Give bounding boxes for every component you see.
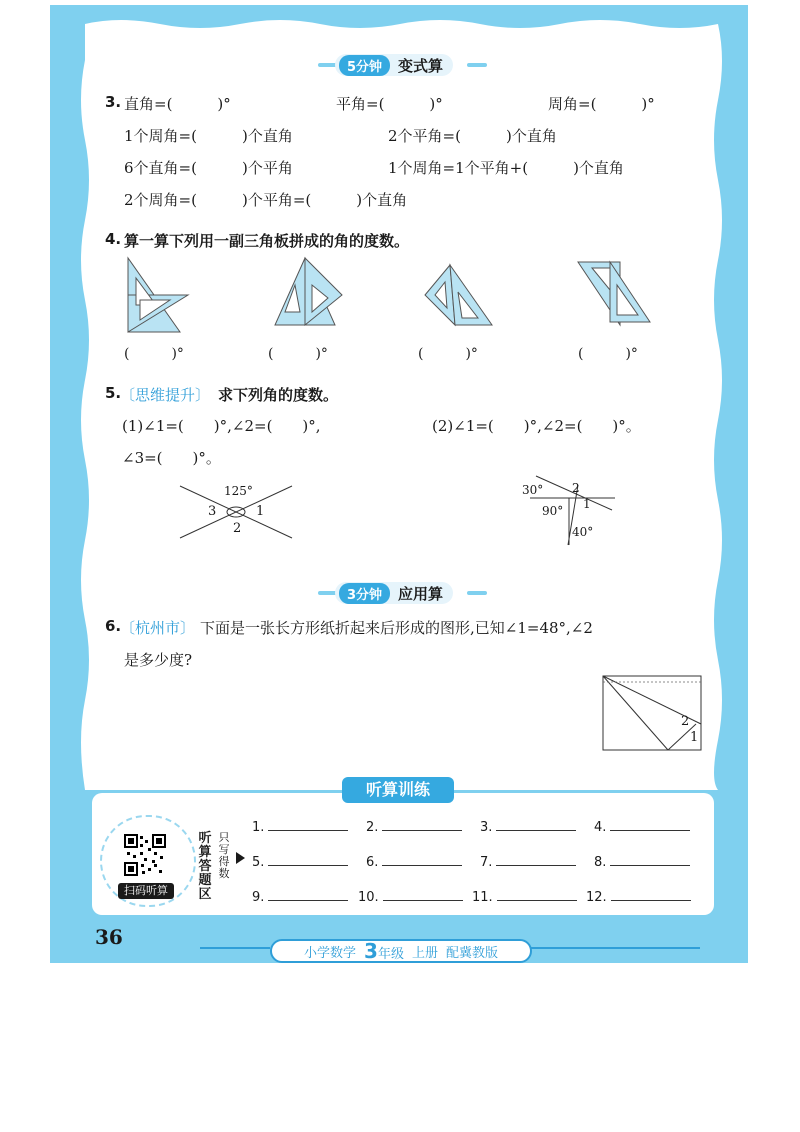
q5-fig1-label-1: 1: [256, 504, 265, 519]
slot-number: 12.: [586, 890, 607, 905]
slot-number: 5.: [252, 855, 265, 870]
footer-grade: 3: [364, 939, 378, 963]
footer-grade-suffix: 年级: [377, 947, 404, 962]
q4-figures: [100, 250, 680, 340]
q6-text-1: 下面是一张长方形纸折起来后形成的图形,已知∠1=48°,∠2: [200, 619, 593, 637]
answer-slot-12[interactable]: [586, 888, 691, 905]
q3-r1-a: 直角=( )°: [124, 95, 231, 113]
q5-line2: ∠3=( )°。: [122, 449, 221, 467]
answer-area-label: 听算答题区: [198, 831, 212, 902]
footer-subject: 小学数学: [304, 945, 357, 961]
q5-line1a: (1)∠1=( )°,∠2=( )°,: [122, 417, 321, 435]
answer-slot-3[interactable]: [480, 818, 576, 835]
q5-fig1-label-2: 2: [233, 521, 242, 536]
section-1-minutes: 5分钟: [339, 55, 390, 76]
footer-volume: 上册: [411, 945, 438, 961]
q5-fig2-label-30: 30°: [522, 483, 544, 497]
q5-title: 求下列角的度数。: [218, 386, 339, 404]
q5-fig2-label-1: 1: [583, 497, 591, 511]
slot-number: 6.: [366, 855, 379, 870]
slot-number: 10.: [358, 890, 379, 905]
q3-r3-a: 6个直角=( )个平角: [124, 159, 293, 177]
answer-area-note: 只写得数: [218, 831, 230, 880]
answer-slot-1[interactable]: [252, 818, 348, 835]
answer-slot-2[interactable]: [366, 818, 462, 835]
listening-title: 听算训练: [342, 777, 454, 803]
slot-number: 1.: [252, 820, 265, 835]
q3-r4: 2个周角=( )个平角=( )个直角: [124, 191, 408, 209]
section-2-name: 应用算: [398, 584, 444, 603]
set-square-figure-3: [425, 265, 492, 325]
section-2-minutes: 3分钟: [339, 583, 390, 604]
q6-label-1: 1: [690, 730, 699, 745]
q3-r2-a: 1个周角=( )个直角: [124, 127, 293, 145]
q5-number: 5.: [105, 384, 122, 402]
answer-slot-7[interactable]: [480, 853, 576, 870]
answer-slot-11[interactable]: [472, 888, 577, 905]
slot-number: 4.: [594, 820, 607, 835]
q4-title: 算一算下列用一副三角板拼成的角的度数。: [124, 232, 410, 250]
section-2-bar-right: [467, 591, 487, 595]
q5-fig2-label-40: 40°: [572, 525, 594, 539]
q5-fig1-label-3: 3: [208, 504, 217, 519]
q3-r1-b: 平角=( )°: [336, 95, 443, 113]
section-1-name: 变式算: [398, 56, 444, 75]
q3-number: 3.: [105, 93, 122, 111]
slot-number: 7.: [480, 855, 493, 870]
q5-line1b: (2)∠1=( )°,∠2=( )°。: [432, 417, 641, 435]
slot-number: 9.: [252, 890, 265, 905]
slot-number: 2.: [366, 820, 379, 835]
q5-figure-2: [520, 470, 620, 550]
q5-fig2-label-90: 90°: [542, 504, 564, 518]
answer-slot-8[interactable]: [594, 853, 690, 870]
qr-label: 扫码听算: [118, 883, 174, 899]
footer-book-info: [270, 939, 532, 963]
q6-label-2: 2: [681, 714, 690, 729]
q4-answer-2: ( )°: [268, 346, 328, 362]
q5-fig1-label-125: 125°: [224, 484, 253, 498]
q5-fig2-label-2: 2: [572, 481, 580, 495]
footer-edition: 配冀教版: [445, 945, 498, 961]
q6-number: 6.: [105, 617, 122, 635]
set-square-figure-1: [128, 258, 188, 332]
section-header-1: [335, 54, 453, 76]
section-bar-right: [467, 63, 487, 67]
answer-slot-6[interactable]: [366, 853, 462, 870]
q6-tag: 〔杭州市〕: [120, 619, 196, 637]
slot-number: 11.: [472, 890, 493, 905]
answer-slot-9[interactable]: [252, 888, 348, 905]
page-number: 36: [95, 925, 123, 949]
set-square-figure-2: [275, 258, 342, 325]
answer-slot-5[interactable]: [252, 853, 348, 870]
qr-code-icon: [124, 834, 166, 876]
q5-tag: 〔思维提升〕: [120, 386, 211, 404]
q3-r3-b: 1个周角=1个平角+( )个直角: [388, 159, 624, 177]
answer-slot-10[interactable]: [358, 888, 463, 905]
q3-r2-b: 2个平角=( )个直角: [388, 127, 557, 145]
q6-text-2: 是多少度?: [124, 651, 193, 669]
q4-answer-4: ( )°: [578, 346, 638, 362]
q4-number: 4.: [105, 230, 122, 248]
q3-r1-c: 周角=( )°: [548, 95, 655, 113]
q4-answer-1: ( )°: [124, 346, 184, 362]
set-square-figure-4: [578, 262, 650, 325]
answer-slot-4[interactable]: [594, 818, 690, 835]
slot-number: 8.: [594, 855, 607, 870]
q4-answer-3: ( )°: [418, 346, 478, 362]
section-header-2: [335, 582, 453, 604]
play-arrow-icon: [236, 852, 246, 864]
slot-number: 3.: [480, 820, 493, 835]
